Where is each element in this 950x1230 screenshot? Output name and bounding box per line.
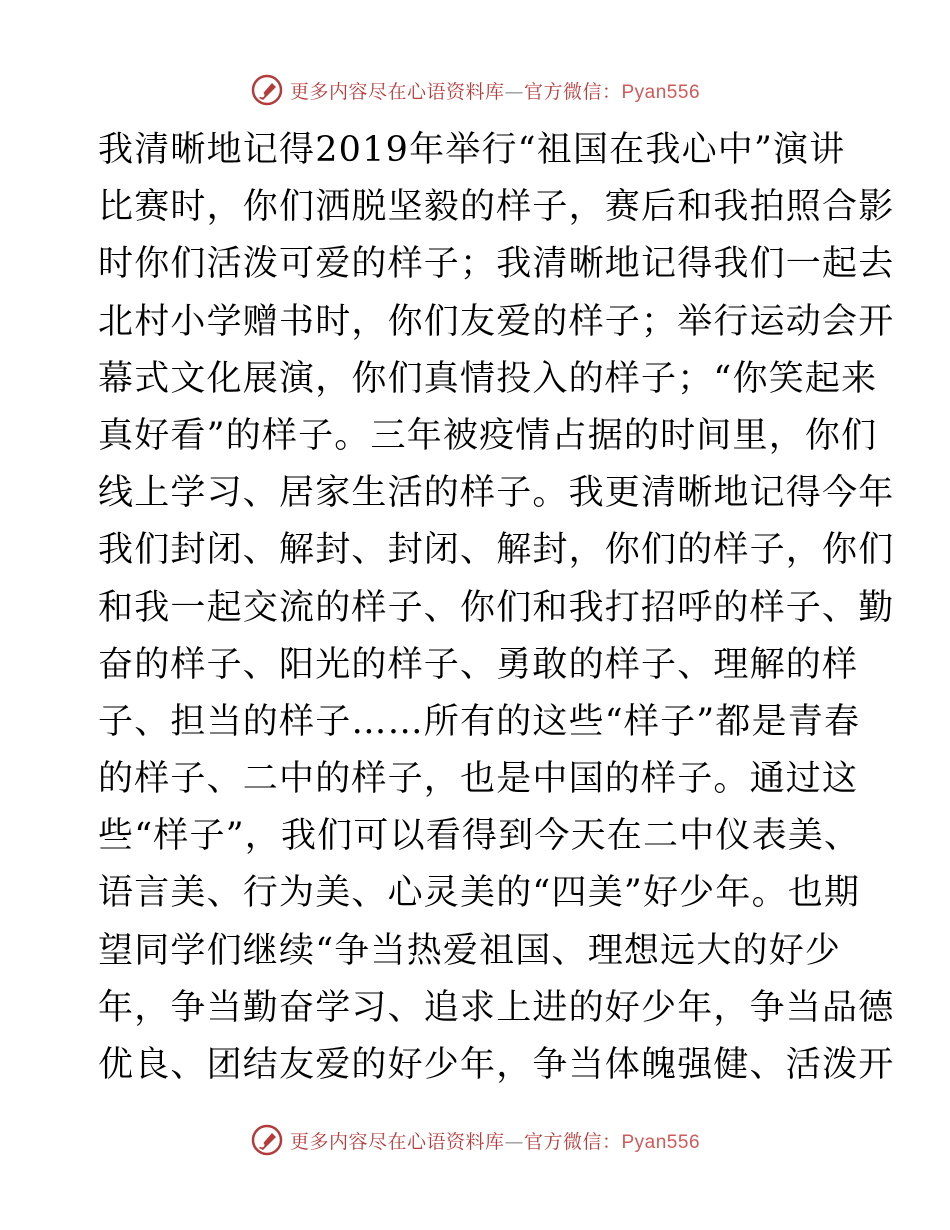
body-line: 线上学习、居家生活的样子。我更清晰地记得今年 xyxy=(98,473,895,514)
watermark-wechat-id: Pyan556 xyxy=(621,81,701,103)
watermark-text xyxy=(290,1127,700,1154)
body-line: 的样子、二中的样子，也是中国的样子。通过这 xyxy=(98,759,859,800)
body-line: 幕式文化展演，你们真情投入的样子；“你笑起来 xyxy=(98,358,878,399)
body-line: 比赛时，你们洒脱坚毅的样子，赛后和我拍照合影 xyxy=(98,187,895,228)
body-line: 些“样子”，我们可以看得到今天在二中仪表美、 xyxy=(98,816,861,857)
watermark-wechat-label: 官方微信： xyxy=(523,1130,622,1153)
watermark-separator: — xyxy=(504,1130,524,1153)
watermark-brand: 更多内容尽在心语资料库 xyxy=(289,80,505,103)
body-line: 我们封闭、解封、封闭、解封，你们的样子，你们 xyxy=(98,530,895,571)
body-line: 和我一起交流的样子、你们和我打招呼的样子、勤 xyxy=(98,587,895,628)
body-line: 时你们活泼可爱的样子；我清晰地记得我们一起去 xyxy=(98,244,895,285)
body-line: 望同学们继续“争当热爱祖国、理想远大的好少 xyxy=(98,930,842,971)
body-line: 子、担当的样子……所有的这些“样子”都是青春 xyxy=(98,701,861,742)
body-line: 真好看”的样子。三年被疫情占据的时间里，你们 xyxy=(98,415,878,456)
watermark-separator: — xyxy=(504,80,524,103)
body-line: 我清晰地记得2019年举行“祖国在我心中”演讲 xyxy=(98,130,846,170)
body-line: 语言美、行为美、心灵美的“四美”好少年。也期 xyxy=(98,873,861,914)
watermark-wechat-id: Pyan556 xyxy=(621,1131,701,1153)
header-watermark xyxy=(0,70,950,110)
watermark-text xyxy=(290,77,700,104)
pen-nib-logo-icon xyxy=(250,73,284,107)
body-line: 优良、团结友爱的好少年，争当体魄强健、活泼开 xyxy=(98,1045,895,1085)
body-line: 奋的样子、阳光的样子、勇敢的样子、理解的样 xyxy=(98,644,859,685)
watermark-wechat-label: 官方微信： xyxy=(523,80,622,103)
footer-watermark xyxy=(0,1120,950,1160)
watermark-brand: 更多内容尽在心语资料库 xyxy=(289,1130,505,1153)
body-line: 年，争当勤奋学习、追求上进的好少年，争当品德 xyxy=(98,987,895,1028)
document-body xyxy=(98,122,895,1094)
pen-nib-logo-icon xyxy=(250,1123,284,1157)
body-line: 北村小学赠书时，你们友爱的样子；举行运动会开 xyxy=(98,301,895,342)
